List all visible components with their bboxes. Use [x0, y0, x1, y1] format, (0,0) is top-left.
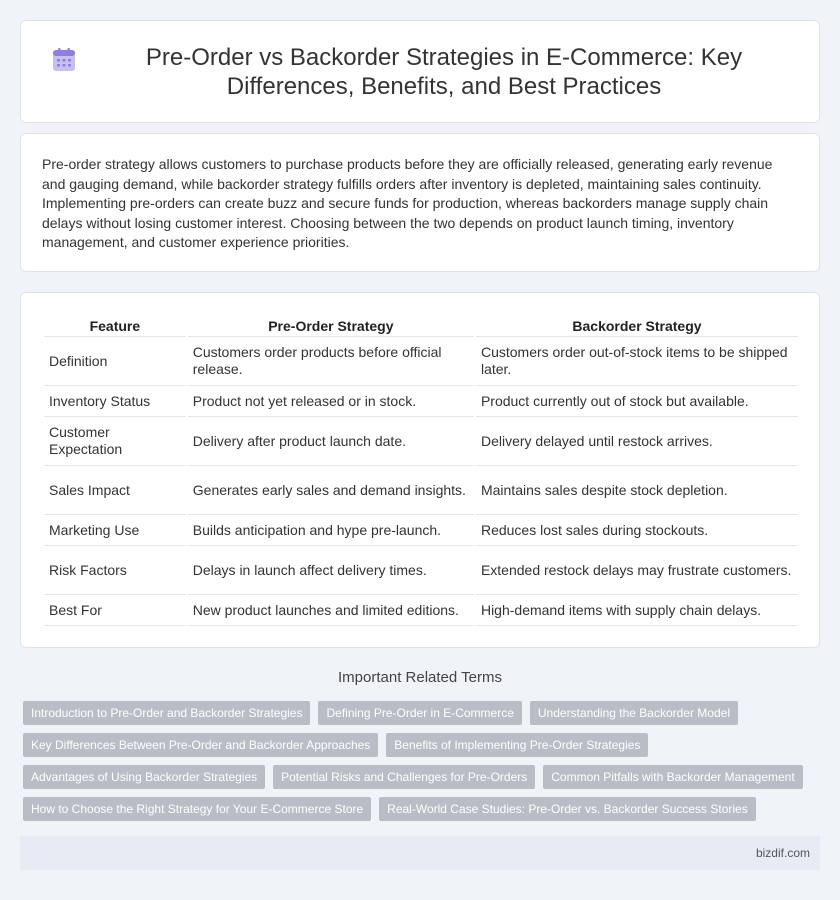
related-term-tag[interactable]: Key Differences Between Pre-Order and Backorder Approaches: [23, 733, 378, 757]
pre-order-cell: Product not yet released or in stock.: [188, 386, 474, 417]
related-term-tag[interactable]: Potential Risks and Challenges for Pre-Orders: [273, 765, 535, 789]
title-wrap: [51, 43, 789, 101]
backorder-cell: Reduces lost sales during stockouts.: [476, 515, 798, 546]
table-row: [44, 466, 798, 515]
pre-order-cell: Customers order products before official release.: [188, 337, 474, 386]
calendar-icon: [51, 47, 77, 73]
related-term-tag[interactable]: Benefits of Implementing Pre-Order Strategies: [386, 733, 648, 757]
title-card: [20, 20, 820, 123]
related-term-tag[interactable]: Introduction to Pre-Order and Backorder Strategies: [23, 701, 310, 725]
table-row: [44, 417, 798, 466]
feature-cell: Risk Factors: [44, 546, 186, 595]
related-term-tag[interactable]: Real-World Case Studies: Pre-Order vs. Backorder Success Stories: [379, 797, 756, 821]
related-term-tag[interactable]: Defining Pre-Order in E-Commerce: [318, 701, 521, 725]
header-pre-order: Pre-Order Strategy: [188, 313, 474, 337]
backorder-cell: Customers order out-of-stock items to be shipped later.: [476, 337, 798, 386]
pre-order-cell: Generates early sales and demand insights.: [188, 466, 474, 515]
backorder-cell: High-demand items with supply chain delays.: [476, 595, 798, 626]
pre-order-cell: New product launches and limited editions.: [188, 595, 474, 626]
table-row: [44, 595, 798, 626]
pre-order-cell: Builds anticipation and hype pre-launch.: [188, 515, 474, 546]
footer-site-link[interactable]: bizdif.com: [755, 846, 810, 860]
related-terms-heading: Important Related Terms: [338, 669, 502, 686]
feature-cell: Sales Impact: [44, 466, 186, 515]
backorder-cell: Maintains sales despite stock depletion.: [476, 466, 798, 515]
table-row: [44, 546, 798, 595]
feature-cell: Inventory Status: [44, 386, 186, 417]
feature-cell: Marketing Use: [44, 515, 186, 546]
table-row: [44, 337, 798, 386]
feature-cell: Customer Expectation: [44, 417, 186, 466]
pre-order-cell: Delivery after product launch date.: [188, 417, 474, 466]
footer-bar: [20, 836, 820, 870]
feature-cell: Definition: [44, 337, 186, 386]
intro-paragraph: Pre-order strategy allows customers to purchase products before they are officially released, generating early revenue and gauging demand, while backorder strategy fulfills orders after inventory is depleted, maintaining sales continuity. Implementing pre-orders can create buzz and secure funds for production, whereas backorders manage supply chain delays without losing customer interest. Choosing between the two depends on product launch timing, inventory management, and customer experience priorities.: [42, 156, 773, 251]
comparison-table: [42, 313, 800, 626]
related-terms-list: [23, 701, 813, 829]
comparison-card: [20, 292, 820, 648]
table-row: [44, 386, 798, 417]
pre-order-cell: Delays in launch affect delivery times.: [188, 546, 474, 595]
feature-cell: Best For: [44, 595, 186, 626]
backorder-cell: Product currently out of stock but available.: [476, 386, 798, 417]
backorder-cell: Extended restock delays may frustrate customers.: [476, 546, 798, 595]
related-term-tag[interactable]: Understanding the Backorder Model: [530, 701, 738, 725]
table-header-row: [44, 313, 798, 337]
related-term-tag[interactable]: Common Pitfalls with Backorder Management: [543, 765, 802, 789]
intro-card: [20, 133, 820, 272]
related-term-tag[interactable]: Advantages of Using Backorder Strategies: [23, 765, 265, 789]
header-feature: Feature: [44, 313, 186, 337]
related-term-tag[interactable]: How to Choose the Right Strategy for Your E-Commerce Store: [23, 797, 371, 821]
page-title: Pre-Order vs Backorder Strategies in E-Commerce: Key Differences, Benefits, and Best Practices: [145, 43, 743, 100]
header-backorder: Backorder Strategy: [476, 313, 798, 337]
table-row: [44, 515, 798, 546]
backorder-cell: Delivery delayed until restock arrives.: [476, 417, 798, 466]
